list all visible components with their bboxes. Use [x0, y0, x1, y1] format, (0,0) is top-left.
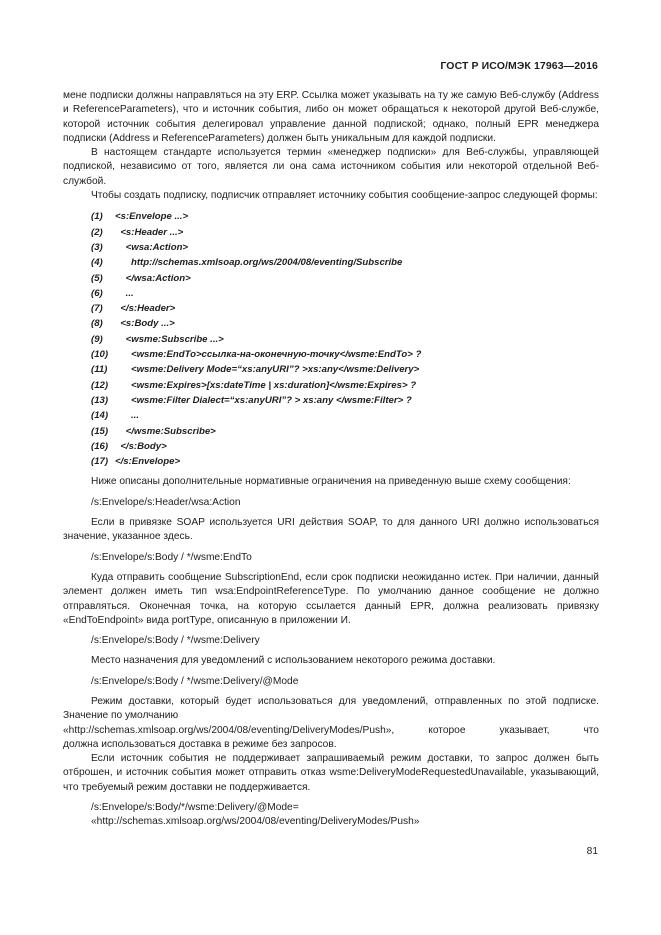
code-line: (12) <wsme:Expires>[xs:dateTime | xs:duration]</wsme:Expires> ? [91, 379, 417, 391]
paragraph-intro-continuation: мене подписки должны направляться на эту ERP. Ссылка может указывать на ту же самую Веб-службу (Address и ReferenceParameters), что и источник события, либо он может обращаться к некоторой другой Веб-службе, которой источник события делегировал управление данной подпиской; однако, полный EPR менеджера подписки (Address и ReferenceParameters) должен быть уникальным для каждой подписки. [63, 90, 599, 144]
mode-default-url: «http://schemas.xmlsoap.org/ws/2004/08/eventing/DeliveryModes/Push», [63, 724, 395, 736]
xpath-delivery-mode: /s:Envelope/s:Body / */wsme:Delivery/@Mode [91, 675, 299, 687]
xpath-delivery: /s:Envelope/s:Body / */wsme:Delivery [91, 635, 260, 647]
word: которое [428, 724, 466, 736]
code-line: (6) ... [91, 287, 134, 299]
code-line: (5) </wsa:Action> [91, 272, 191, 284]
code-line: (7) </s:Header> [91, 303, 176, 315]
code-line: (16) </s:Body> [91, 440, 167, 452]
paragraph-constraints-intro: Ниже описаны дополнительные нормативные ограничения на приведенную выше схему сообщения: [91, 476, 571, 488]
page-body [63, 89, 599, 830]
code-line: (4) http://schemas.xmlsoap.org/ws/2004/08/eventing/Subscribe [91, 257, 403, 269]
paragraph-mode-desc: Режим доставки, который будет использоваться для уведомлений, отправленных по этой подписке. Значение по умолчанию [63, 695, 599, 722]
paragraph-subscription-manager-term: В настоящем стандарте используется термин «менеджер подписки» для Веб-службы, управляющей подпиской, независимо от того, является ли она сама источником события или некоторой отдельной Веб-службой. [63, 147, 599, 187]
paragraph-endto-desc: Куда отправить сообщение SubscriptionEnd, если срок подписки неожиданно истек. При наличии, данный элемент должен иметь тип wsa:EndpointReferenceType. По умолчанию данное сообщение не должно отправляться. Оконечная точка, на которую ссылается данный EPR, должна реализовать привязку «EndToEndpoint» вида portType, описанную в приложении И. [63, 571, 599, 626]
code-line: (13) <wsme:Filter Dialect=“xs:anyURI”? > xs:any </wsme:Filter> ? [91, 394, 412, 406]
code-line: (17) </s:Envelope> [91, 456, 181, 468]
code-listing-subscribe [91, 209, 599, 469]
paragraph-mode-cont: должна использоваться доставка в режиме без запросов. [63, 738, 337, 750]
page-number: 81 [586, 846, 598, 857]
mode-push-url: «http://schemas.xmlsoap.org/ws/2004/08/eventing/DeliveryModes/Push» [91, 816, 420, 828]
code-line: (15) </wsme:Subscribe> [91, 425, 216, 437]
code-line: (2) <s:Header ...> [91, 226, 184, 238]
mode-default-url-line [63, 724, 599, 738]
xpath-action: /s:Envelope/s:Header/wsa:Action [91, 496, 241, 508]
paragraph-mode-fault: Если источник события не поддерживает запрашиваемый режим доставки, то запрос должен быть отброшен, и источник события может отправить отказ wsme:DeliveryModeRequestedUnavailable, указывающий, что требуемый режим доставки не поддерживается. [63, 753, 599, 793]
code-line: (11) <wsme:Delivery Mode=“xs:anyURI”? >xs:any</wsme:Delivery> [91, 364, 420, 376]
paragraph-create-subscription: Чтобы создать подписку, подписчик отправляет источнику события сообщение-запрос следующей формы: [91, 190, 598, 202]
xpath-endto: /s:Envelope/s:Body / */wsme:EndTo [91, 551, 252, 563]
code-line: (9) <wsme:Subscribe ...> [91, 333, 224, 345]
code-line: (3) <wsa:Action> [91, 241, 189, 253]
running-header: ГОСТ Р ИСО/МЭК 17963—2016 [440, 60, 598, 72]
xpath-mode-equals: /s:Envelope/s:Body/*/wsme:Delivery/@Mode= [91, 802, 299, 814]
word: указывает, [499, 724, 550, 736]
word: что [583, 724, 599, 736]
code-line: (8) <s:Body ...> [91, 318, 175, 330]
paragraph-delivery-desc: Место назначения для уведомлений с использованием некоторого режима доставки. [91, 655, 496, 667]
code-line: (14) ... [91, 410, 139, 422]
code-line: (1) <s:Envelope ...> [91, 211, 189, 223]
paragraph-action-desc: Если в привязке SOAP используется URI действия SOAP, то для данного URI должно использоваться значение, указанное здесь. [63, 517, 599, 543]
code-line: (10) <wsme:EndTo>ссылка-на-оконечную-точку</wsme:EndTo> ? [91, 349, 422, 361]
